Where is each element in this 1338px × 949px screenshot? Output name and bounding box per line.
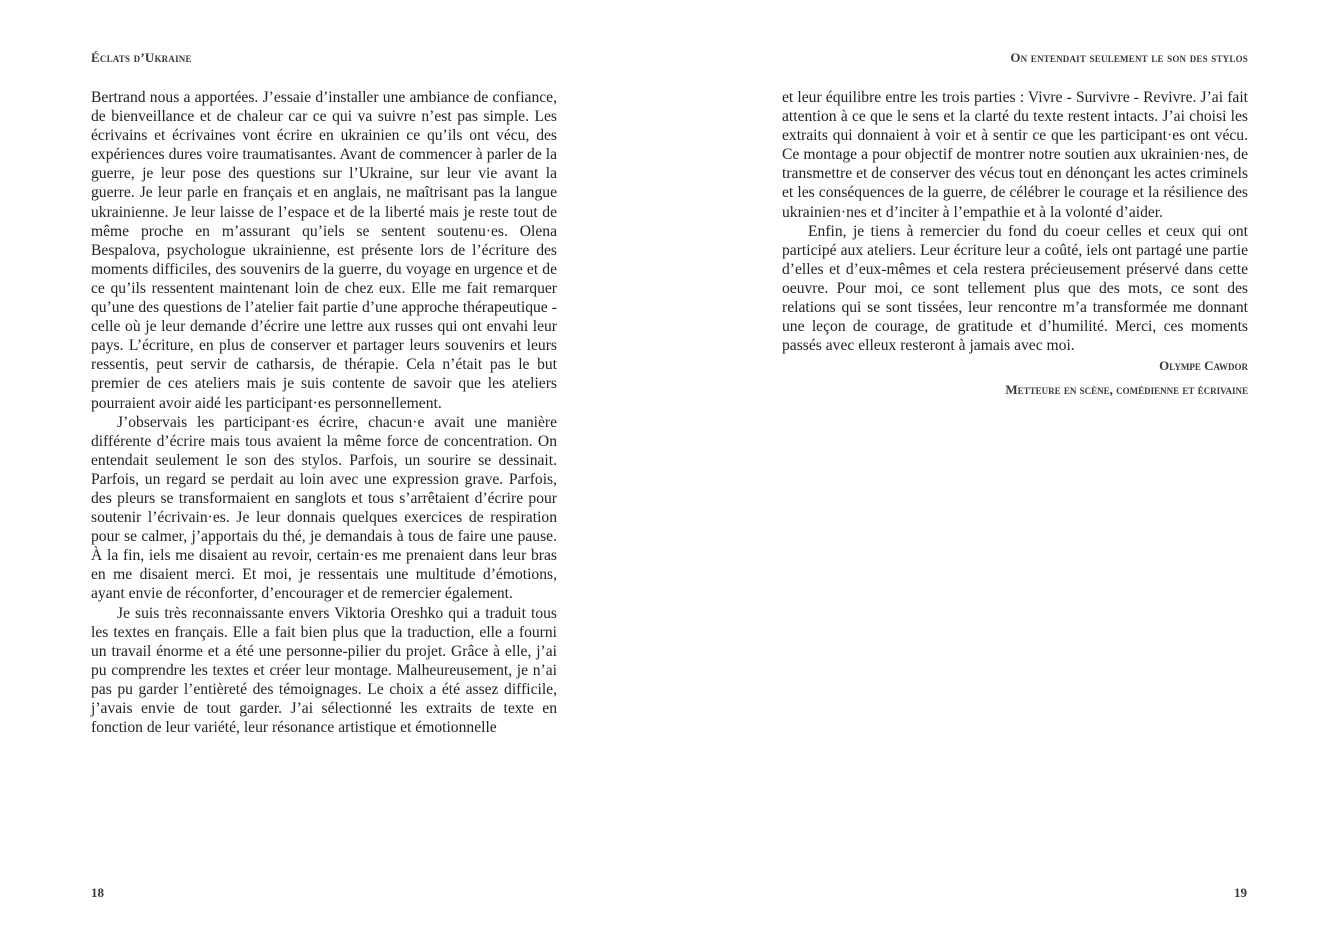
signature-name: Olympe Cawdor <box>1159 358 1248 374</box>
page-number: 19 <box>1234 885 1247 900</box>
left-page-body <box>91 88 557 737</box>
signature-role: Metteure en scène, comédienne et écrivaine <box>1005 382 1248 398</box>
right-page-body <box>782 88 1248 398</box>
running-head-chapter-title: On entendait seulement le son des stylos <box>1010 50 1248 65</box>
paragraph: Enfin, je tiens à remercier du fond du coeur celles et ceux qui ont participé aux ateliers. Leur écriture leur a coûté, iels ont partagé une partie d’elles et d’eux-mêmes et cela restera précieusement préservé dans cette oeuvre. Pour moi, ce sont tellement plus que des mots, ce sont des relations qui se sont tissées, leur rencontre m’a transformée me donnant une leçon de courage, de gratitude et d’humilité. Merci, ces moments passés avec elleux resteront à jamais avec moi. <box>782 222 1248 355</box>
paragraph: Je suis très reconnaissante envers Viktoria Oreshko qui a traduit tous les textes en français. Elle a fait bien plus que la traduction, elle a fourni un travail énorme et a été une personne-pilier du projet. Grâce à elle, j’ai pu comprendre les textes et créer leur montage. Malheureusement, je n’ai pas pu garder l’entièreté des témoignages. Le choix a été assez difficile, j’avais envie de tout garder. J’ai sélectionné les extraits de texte en fonction de leur variété, leur résonance artistique et émotionnelle <box>91 604 557 737</box>
paragraph: Bertrand nous a apportées. J’essaie d’installer une ambiance de confiance, de bienveillance et de chaleur car ce qui va suivre n’est pas simple. Les écrivains et écrivaines vont écrire en ukrainien ce qu’ils ont vécu, des expériences dures voire traumatisantes. Avant de commencer à parler de la guerre, je leur pose des questions sur l’Ukraine, sur leur vie avant la guerre. Je leur parle en français et en anglais, ne maîtrisant pas la langue ukrainienne. Je leur laisse de l’espace et de la liberté mais je reste tout de même proche en m’assurant qu’iels se sentent soutenu·es. Olena Bespalova, psychologue ukrainienne, est présente lors de l’écriture des moments difficiles, des souvenirs de la guerre, du voyage en urgence et de ce qu’ils ressentent maintenant loin de chez eux. Elle me fait remarquer qu’une des questions de l’atelier fait partie d’une approche thérapeutique - celle où je leur demande d’écrire une lettre aux russes qui ont envahi leur pays. L’écriture, en plus de conserver et partager leurs souvenirs et leurs ressentis, peut servir de catharsis, de thérapie. Cela n’était pas le but premier de ces ateliers mais je suis contente de savoir que les ateliers pourraient avoir aidé les participant·es personnellement. <box>91 89 557 412</box>
paragraph: J’observais les participant·es écrire, chacun·e avait une manière différente d’écrire mais tous avaient la même force de concentration. On entendait seulement le son des stylos. Parfois, un sourire se dessinait. Parfois, un regard se perdait au loin avec une expression grave. Parfois, des pleurs se transformaient en sanglots et tous s’arrêtaient d’écrire pour soutenir l’écrivain·es. Je leur donnais quelques exercices de respiration pour se calmer, j’apportais du thé, je demandais à tous de faire une pause. À la fin, iels me disaient au revoir, certain·es me prenaient dans leur bras en me disaient merci. Et moi, je ressentais une multitude d’émotions, ayant envie de réconforter, d’encourager et de remercier également. <box>91 413 557 603</box>
running-head-book-title: Éclats d’Ukraine <box>91 50 192 65</box>
page-number: 18 <box>91 885 104 900</box>
right-page <box>669 0 1338 949</box>
paragraph: et leur équilibre entre les trois parties : Vivre - Survivre - Revivre. J’ai fait attention à ce que le sens et la clarté du texte restent intacts. J’ai choisi les extraits qui donnaient à voir et à sentir ce que les participant·es ont vécu. Ce montage a pour objectif de montrer notre soutien aux ukrainien·nes, de transmettre et de conserver des vécus tout en dénonçant les actes criminels et les conséquences de la guerre, de célébrer le courage et la résilience des ukrainien·nes et d’inciter à l’empathie et à la volonté d’aider. <box>782 89 1248 221</box>
